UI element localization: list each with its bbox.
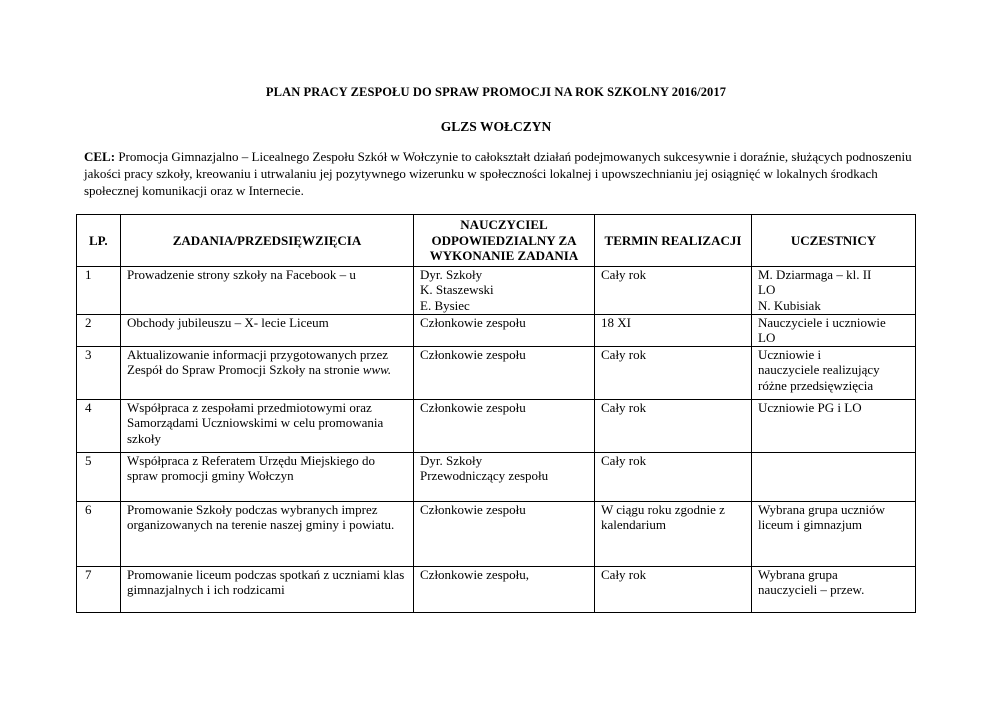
row-number: 1 (77, 266, 121, 314)
row-task: Współpraca z zespołami przedmiotowymi oraz Samorządami Uczniowskimi w celu promowania szkoły (121, 399, 414, 452)
row-task: Obchody jubileuszu – X- lecie Liceum (121, 314, 414, 346)
table-header-row (77, 215, 916, 267)
row-term: Cały rok (595, 346, 752, 399)
header-task: ZADANIA/PRZEDSIĘWZIĘCIA (121, 215, 414, 267)
row-number: 7 (77, 566, 121, 612)
row-teacher: Członkowie zespołu (414, 314, 595, 346)
row-participants: Wybrana grupa uczniów liceum i gimnazjum (752, 501, 916, 566)
table-row (77, 566, 916, 612)
row-task: Współpraca z Referatem Urzędu Miejskiego do spraw promocji gminy Wołczyn (121, 452, 414, 501)
table-row (77, 346, 916, 399)
row-task: Promowanie Szkoły podczas wybranych imprez organizowanych na terenie naszej gminy i powiatu. (121, 501, 414, 566)
document-subtitle: GLZS WOŁCZYN (440, 119, 552, 134)
row-term: 18 XI (595, 314, 752, 346)
row-participants: Uczniowie PG i LO (752, 399, 916, 452)
row-number: 3 (77, 346, 121, 399)
table-row (77, 452, 916, 501)
row-number: 4 (77, 399, 121, 452)
row-term: Cały rok (595, 452, 752, 501)
row-teacher: Członkowie zespołu (414, 501, 595, 566)
row-teacher: Dyr. Szkoły Przewodniczący zespołu (414, 452, 595, 501)
row-task: Promowanie liceum podczas spotkań z uczniami klas gimnazjalnych i ich rodzicami (121, 566, 414, 612)
goal-paragraph (84, 148, 914, 199)
header-term: TERMIN REALIZACJI (595, 215, 752, 267)
row-term: Cały rok (595, 566, 752, 612)
row-participants: M. Dziarmaga – kl. II LO N. Kubisiak (752, 266, 916, 314)
row-term: W ciągu roku zgodnie z kalendarium (595, 501, 752, 566)
row-participants: Uczniowie i nauczyciele realizujący różne przedsięwzięcia (752, 346, 916, 399)
row-task: Aktualizowanie informacji przygotowanych przez Zespół do Spraw Promocji Szkoły na stronie www. (121, 346, 414, 399)
row-teacher: Członkowie zespołu, (414, 566, 595, 612)
table-row (77, 314, 916, 346)
row-participants (752, 452, 916, 501)
table-row (77, 501, 916, 566)
row-number: 6 (77, 501, 121, 566)
header-participants: UCZESTNICY (752, 215, 916, 267)
row-task-italic: www. (362, 362, 392, 377)
goal-label: CEL: (84, 149, 116, 164)
header-lp: LP. (77, 215, 121, 267)
header-teacher: NAUCZYCIEL ODPOWIEDZIALNY ZA WYKONANIE ZADANIA (414, 215, 595, 267)
row-participants: Nauczyciele i uczniowie LO (752, 314, 916, 346)
row-teacher: Członkowie zespołu (414, 399, 595, 452)
row-teacher: Dyr. Szkoły K. Staszewski E. Bysiec (414, 266, 595, 314)
row-term: Cały rok (595, 399, 752, 452)
plan-table (76, 214, 916, 613)
row-participants: Wybrana grupa nauczycieli – przew. (752, 566, 916, 612)
row-term: Cały rok (595, 266, 752, 314)
row-number: 2 (77, 314, 121, 346)
document-title: PLAN PRACY ZESPOŁU DO SPRAW PROMOCJI NA ROK SZKOLNY 2016/2017 (265, 85, 727, 99)
row-teacher: Członkowie zespołu (414, 346, 595, 399)
goal-text: Promocja Gimnazjalno – Licealnego Zespołu Szkół w Wołczynie to całokształt działań podejmowanych sukcesywnie i doraźnie, służących podnoszeniu jakości pracy szkoły, kreowaniu i utrwalaniu jej pozytywnego wizerunku w społeczności lokalnej i upowszechnianiu jej osiągnięć w lokalnych środkach społecznej komunikacji oraz w Internecie. (84, 149, 912, 198)
row-number: 5 (77, 452, 121, 501)
row-task: Prowadzenie strony szkoły na Facebook – u (121, 266, 414, 314)
table-row (77, 266, 916, 314)
table-body (77, 266, 916, 612)
table-row (77, 399, 916, 452)
